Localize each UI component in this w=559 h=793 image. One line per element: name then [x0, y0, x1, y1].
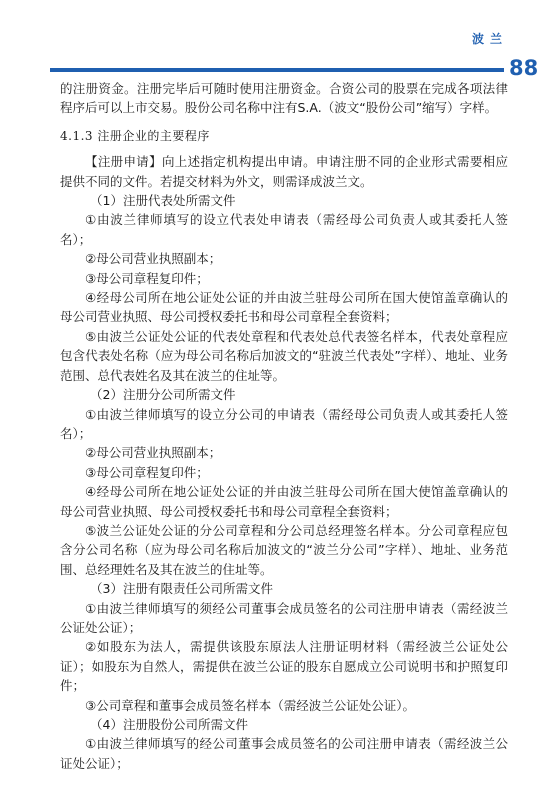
- section-heading: 4.1.3 注册企业的主要程序: [60, 128, 210, 143]
- list-item: ④经母公司所在地公证处公证的并由波兰驻母公司所在国大使馆盖章确认的母公司营业执照、母公司授权委托书和母公司章程全套资料；: [60, 484, 508, 519]
- group-title-joint-stock-company: （4）注册股份公司所需文件: [90, 717, 248, 732]
- group-title-branch-company: （2）注册分公司所需文件: [90, 387, 236, 403]
- list-item: ③公司章程和董事会成员签名样本（需经波兰公证处公证）。: [85, 697, 415, 713]
- list-item: ⑤由波兰公证处公证的代表处章程和代表处总代表签名样本，代表处章程应包含代表处名称（应为母公司名称后加波文的“驻波兰代表处”字样）、地址、业务范围、总代表姓名及其在波兰的住址等。: [60, 328, 508, 383]
- list-item: ③母公司章程复印件；: [85, 270, 209, 286]
- list-item: ①由波兰律师填写的设立分公司的申请表（需经母公司负责人或其委托人签名）；: [60, 406, 508, 441]
- list-item: ④经母公司所在地公证处公证的并由波兰驻母公司所在国大使馆盖章确认的母公司营业执照、母公司授权委托书和母公司章程全套资料；: [60, 290, 508, 325]
- intro-paragraph: 的注册资金。注册完毕后可随时使用注册资金。合资公司的股票在完成各项法律程序后可以上市交易。股份公司名称中注有S.A.（波文“股份公司”缩写）字样。: [60, 81, 508, 116]
- list-item: ①由波兰律师填写的设立代表处申请表（需经母公司负责人或其委托人签名）；: [60, 212, 508, 247]
- page-number: 88: [509, 56, 539, 80]
- group-title-representative-office: （1）注册代表处所需文件: [90, 193, 236, 209]
- group-title-limited-company: （3）注册有限责任公司所需文件: [90, 581, 273, 597]
- list-item: ②母公司营业执照副本；: [85, 251, 222, 267]
- running-header-country: 波兰: [472, 32, 509, 46]
- section-lead-paragraph: 【注册申请】向上述指定机构提出申请。申请注册不同的企业形式需要相应提供不同的文件。若提交材料为外文，则需译成波兰文。: [60, 154, 508, 189]
- list-item: ②如股东为法人，需提供该股东原法人注册证明材料（需经波兰公证处公证）；如股东为自然人，需提供在波兰公证的股东自愿成立公司说明书和护照复印件；: [60, 639, 508, 694]
- list-item: ②母公司营业执照副本；: [85, 445, 222, 461]
- page-body: [60, 79, 508, 773]
- list-item: ①由波兰律师填写的须经公司董事会成员签名的公司注册申请表（需经波兰公证处公证）；: [60, 600, 508, 635]
- list-item: ①由波兰律师填写的经公司董事会成员签名的公司注册申请表（需经波兰公证处公证）；: [60, 736, 508, 771]
- header-rule: [50, 68, 504, 72]
- list-item: ③母公司章程复印件；: [85, 464, 209, 480]
- list-item: ⑤波兰公证处公证的分公司章程和分公司总经理签名样本。分公司章程应包含分公司名称（应为母公司名称后加波文的“波兰分公司”字样）、地址、业务范围、总经理姓名及其在波兰的住址等。: [60, 522, 508, 577]
